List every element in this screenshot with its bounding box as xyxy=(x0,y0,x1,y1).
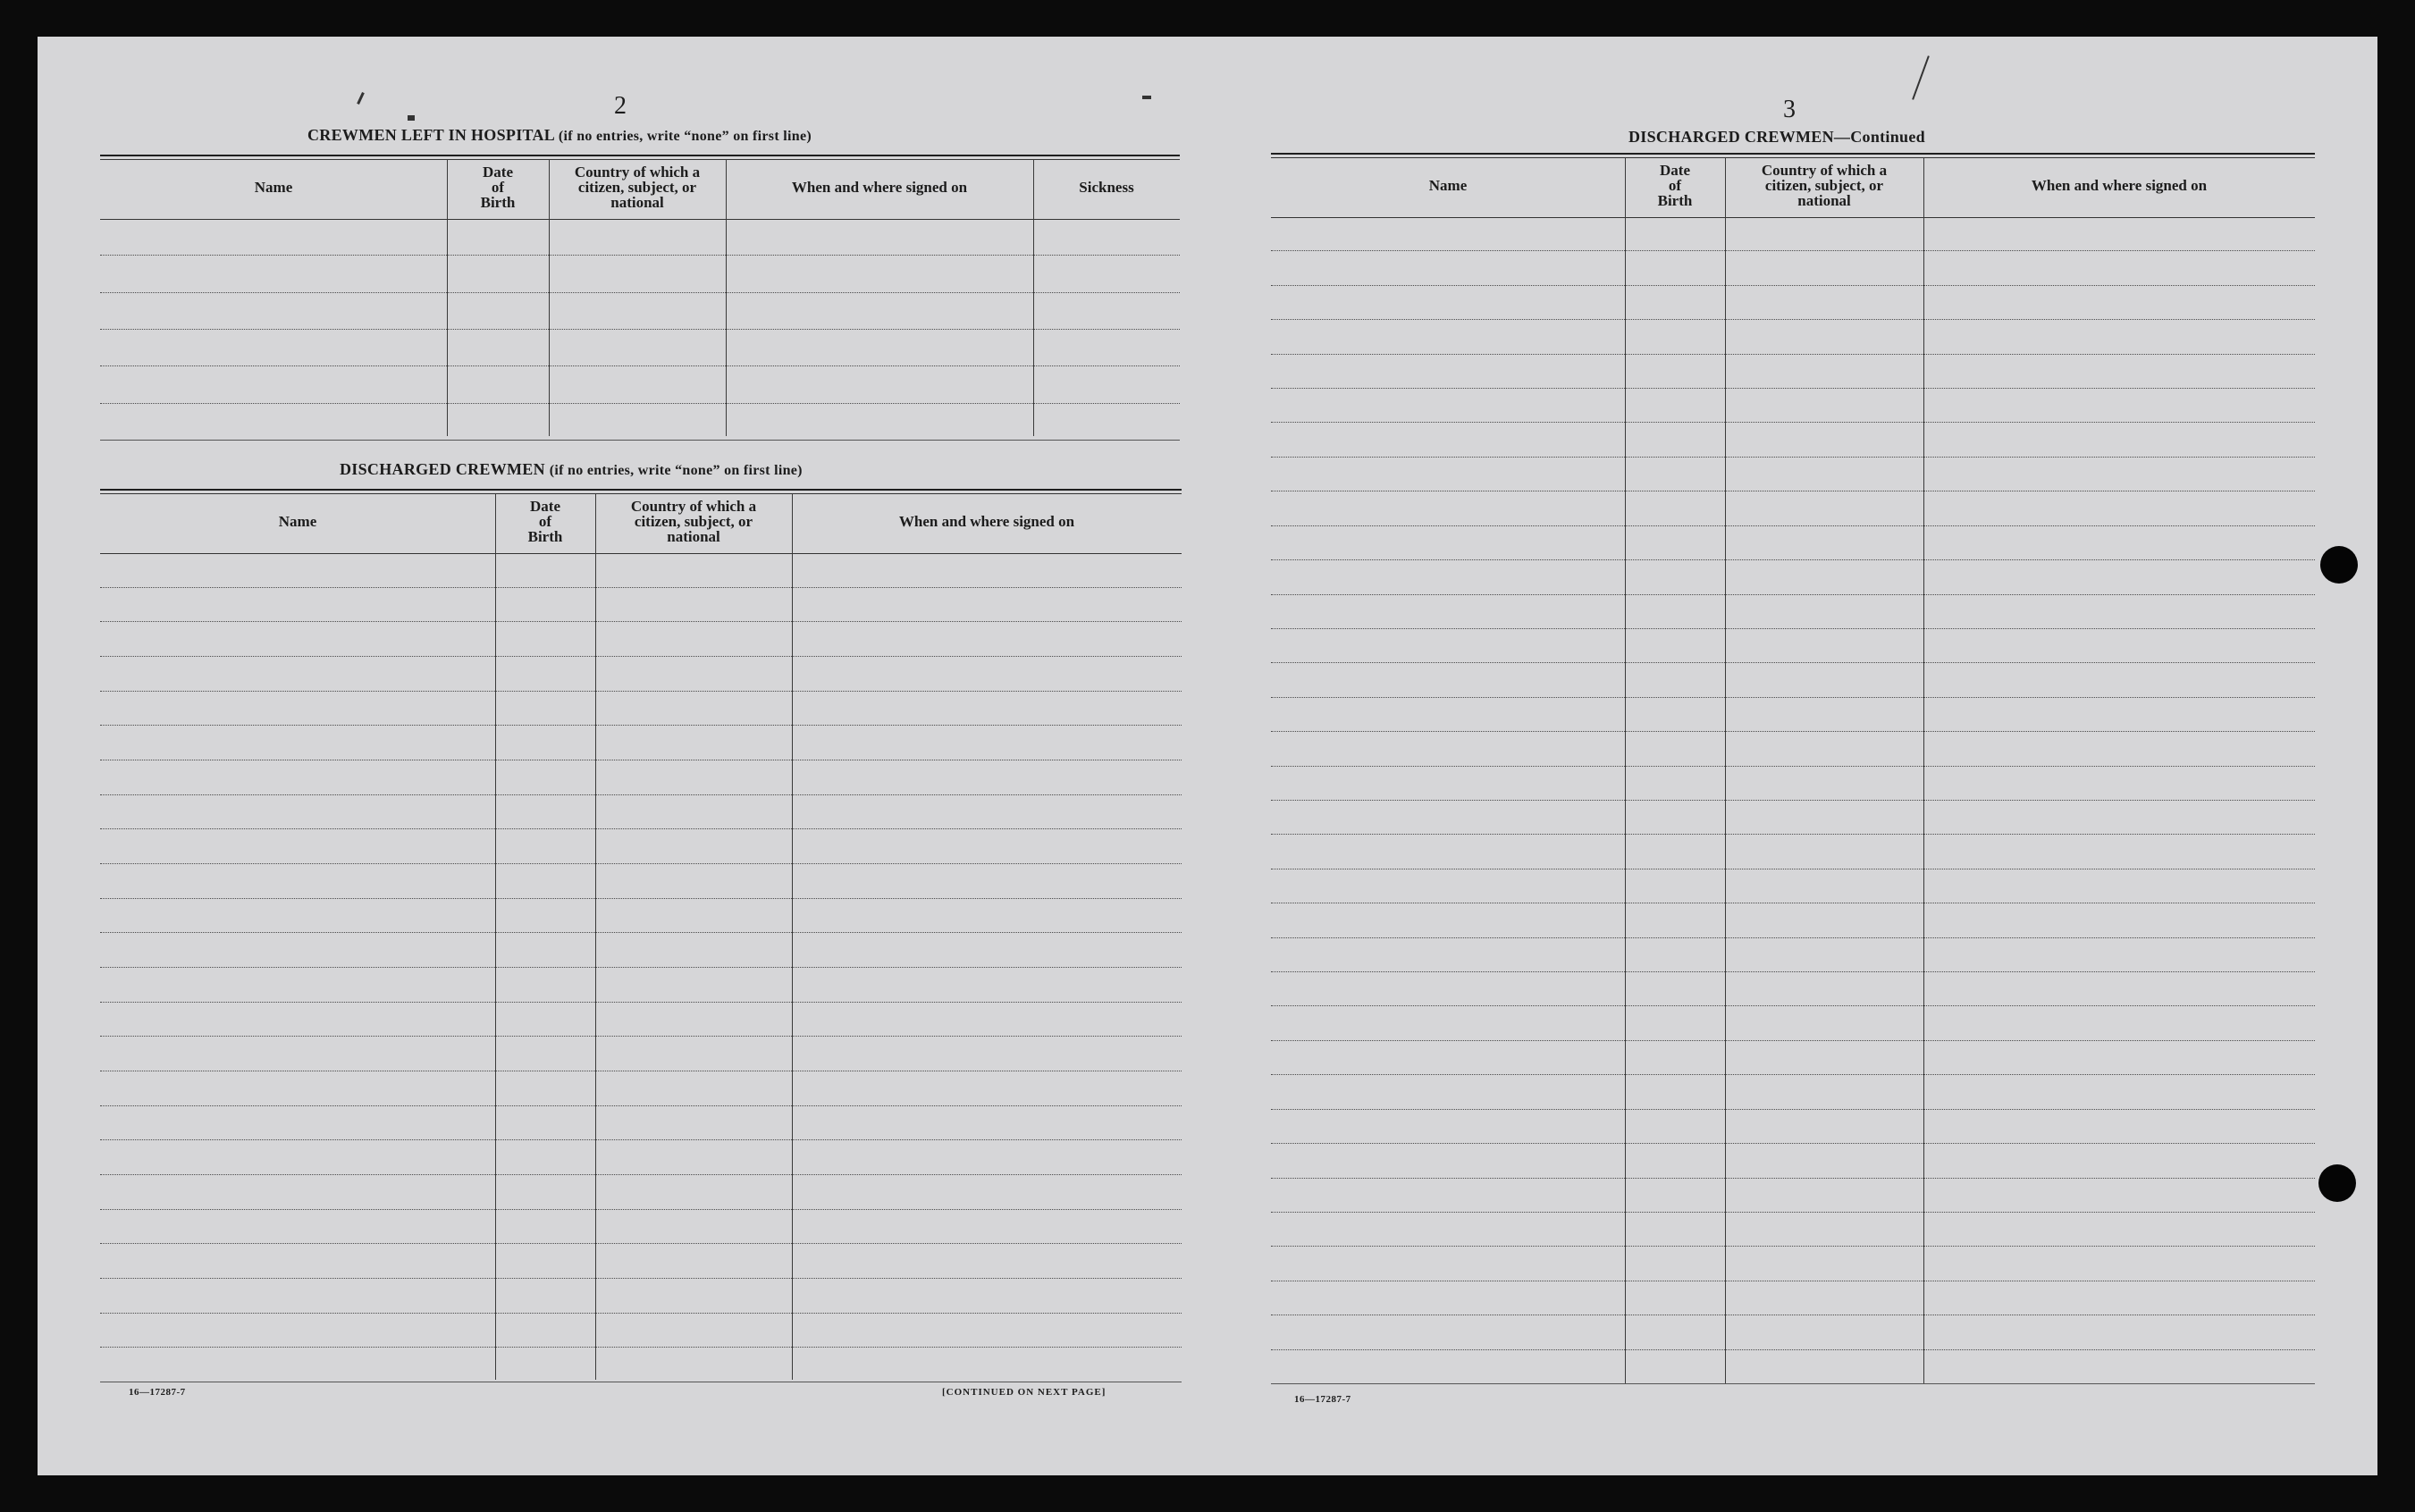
ruled-entry-line xyxy=(1271,1109,2315,1110)
ruled-entry-line xyxy=(1271,662,2315,663)
discharged-right-rows xyxy=(1271,217,2315,1384)
ruled-entry-line xyxy=(1271,422,2315,423)
ruled-entry-line xyxy=(1271,834,2315,835)
discharged-col-country: Country of which a citizen, subject, or national xyxy=(630,497,757,545)
ruled-entry-line xyxy=(100,932,1182,933)
discharged-col-dob: Date of Birth xyxy=(527,497,563,545)
ruled-entry-line xyxy=(1271,1005,2315,1006)
ruled-entry-line xyxy=(100,329,1180,330)
ruled-entry-line xyxy=(1271,457,2315,458)
stray-mark xyxy=(357,92,365,105)
hospital-col-dob: Date of Birth xyxy=(480,163,516,211)
ruled-entry-line xyxy=(100,1278,1182,1279)
ruled-entry-line xyxy=(100,1174,1182,1175)
stray-mark xyxy=(408,115,415,121)
ruled-entry-line xyxy=(100,898,1182,899)
ruled-entry-line xyxy=(1271,800,2315,801)
ruled-entry-line xyxy=(100,691,1182,692)
hospital-col-country: Country of which a citizen, subject, or national xyxy=(574,163,701,211)
ruled-entry-line xyxy=(1271,628,2315,629)
ruled-entry-line xyxy=(1271,250,2315,251)
ruled-entry-line xyxy=(1271,559,2315,560)
discharged-table-right xyxy=(1271,153,2315,1413)
ruled-entry-line xyxy=(1271,1349,2315,1350)
right-col-signed-on: When and where signed on xyxy=(2031,176,2208,194)
hospital-col-signed-on: When and where signed on xyxy=(791,178,968,196)
ruled-entry-line xyxy=(100,656,1182,657)
discharged-left-rows xyxy=(100,553,1182,1382)
discharged-continued-title: DISCHARGED CREWMEN—Continued xyxy=(1628,128,1925,146)
ruled-entry-line xyxy=(100,1347,1182,1348)
ruled-entry-line xyxy=(1271,1212,2315,1213)
ruled-entry-line xyxy=(100,403,1180,404)
stray-mark xyxy=(1912,55,1930,100)
ruled-entry-line xyxy=(100,1313,1182,1314)
scanned-manifest-spread xyxy=(38,37,2377,1475)
right-col-country: Country of which a citizen, subject, or national xyxy=(1761,161,1888,209)
form-number-left: 16—17287-7 xyxy=(129,1387,186,1398)
ruled-entry-line xyxy=(1271,1143,2315,1144)
ruled-entry-line xyxy=(1271,1178,2315,1179)
ruled-entry-line xyxy=(100,1139,1182,1140)
ruled-entry-line xyxy=(100,621,1182,622)
ruled-entry-line xyxy=(100,1243,1182,1244)
continued-note: [CONTINUED ON NEXT PAGE] xyxy=(942,1387,1107,1398)
ruled-entry-line xyxy=(100,863,1182,864)
ruled-entry-line xyxy=(100,365,1180,366)
punch-hole xyxy=(2320,546,2358,584)
ruled-entry-line xyxy=(100,1105,1182,1106)
ruled-entry-line xyxy=(1271,285,2315,286)
ruled-entry-line xyxy=(100,255,1180,256)
ruled-entry-line xyxy=(1271,388,2315,389)
hospital-col-name: Name xyxy=(254,178,293,196)
ruled-entry-line xyxy=(100,1036,1182,1037)
ruled-entry-line xyxy=(100,1002,1182,1003)
ruled-entry-line xyxy=(1271,594,2315,595)
ruled-entry-line xyxy=(1271,1246,2315,1247)
ruled-entry-line xyxy=(100,725,1182,726)
discharged-table-left xyxy=(100,489,1182,1418)
page-number-left: 2 xyxy=(614,92,627,120)
ruled-entry-line xyxy=(100,967,1182,968)
ruled-entry-line xyxy=(1271,1040,2315,1041)
ruled-entry-line xyxy=(100,292,1180,293)
stray-mark xyxy=(1142,96,1151,99)
discharged-col-name: Name xyxy=(278,512,317,530)
form-number-right: 16—17287-7 xyxy=(1294,1394,1351,1405)
ruled-entry-line xyxy=(1271,1383,2315,1384)
discharged-section-title: DISCHARGED CREWMEN (if no entries, write “none” on first line) xyxy=(340,460,803,478)
right-col-name: Name xyxy=(1428,176,1468,194)
hospital-rows xyxy=(100,219,1180,441)
ruled-entry-line xyxy=(1271,697,2315,698)
ruled-entry-line xyxy=(1271,766,2315,767)
hospital-col-sickness: Sickness xyxy=(1079,178,1134,196)
ruled-entry-line xyxy=(100,1209,1182,1210)
ruled-entry-line xyxy=(100,794,1182,795)
hospital-table xyxy=(100,155,1180,473)
ruled-entry-line xyxy=(1271,971,2315,972)
punch-hole xyxy=(2318,1164,2356,1202)
ruled-entry-line xyxy=(1271,354,2315,355)
ruled-entry-line xyxy=(100,587,1182,588)
ruled-entry-line xyxy=(1271,1074,2315,1075)
ruled-entry-line xyxy=(100,440,1180,441)
ruled-entry-line xyxy=(1271,731,2315,732)
ruled-entry-line xyxy=(1271,937,2315,938)
ruled-entry-line xyxy=(100,828,1182,829)
right-col-dob: Date of Birth xyxy=(1657,161,1693,209)
ruled-entry-line xyxy=(1271,319,2315,320)
page-number-right: 3 xyxy=(1783,96,1796,123)
hospital-section-title: CREWMEN LEFT IN HOSPITAL (if no entries, write “none” on first line) xyxy=(307,126,812,144)
discharged-col-signed-on: When and where signed on xyxy=(898,512,1075,530)
ruled-entry-line xyxy=(1271,525,2315,526)
